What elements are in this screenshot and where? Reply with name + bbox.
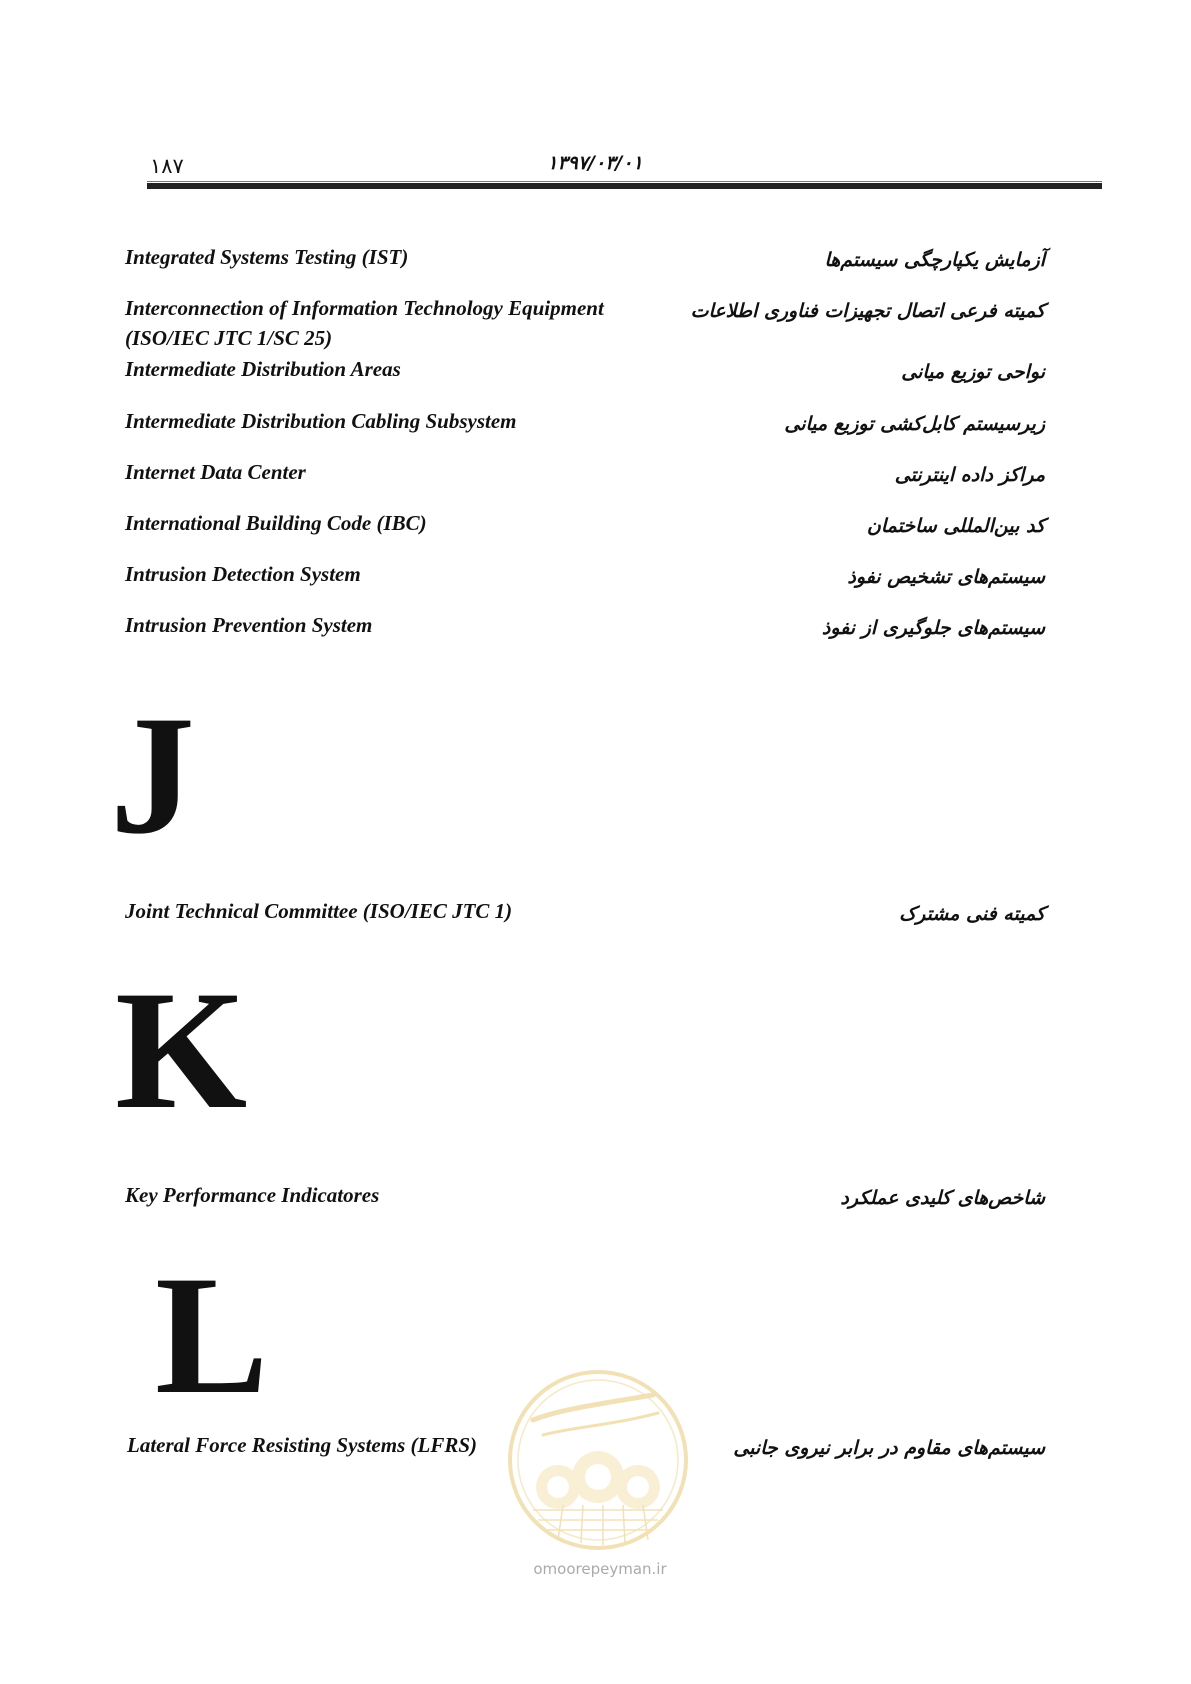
term-fa: شاخص‌های کلیدی عملکرد	[840, 1187, 1045, 1209]
term-fa: آزمایش یکپارچگی سیستم‌ها	[824, 249, 1045, 271]
term-fa: کمیته فنی مشترک	[899, 903, 1045, 925]
term-fa: کمیته فرعی اتصال تجهیزات فناوری اطلاعات	[690, 300, 1045, 322]
section-letter-k: K	[115, 956, 248, 1144]
term-fa: زیرسیستم کابل‌کشی توزیع میانی	[784, 413, 1045, 435]
term-fa: سیستم‌های جلوگیری از نفوذ	[821, 617, 1045, 639]
watermark-site: omoorepeyman.ir	[533, 1560, 667, 1578]
term-en: Key Performance Indicatores	[125, 1183, 380, 1207]
watermark-logo	[503, 1365, 693, 1555]
header-date: ۱۳۹۷/۰۳/۰۱	[547, 152, 643, 174]
term-en: Intrusion Detection System	[125, 562, 361, 586]
section-letter-j: J	[110, 681, 195, 869]
term-en: Internet Data Center	[125, 460, 306, 484]
term-en: Intermediate Distribution Areas	[125, 357, 401, 381]
term-en: Interconnection of Information Technology Equipment	[125, 296, 604, 320]
term-fa: سیستم‌های تشخیص نفوذ	[847, 566, 1045, 588]
term-fa: کد بین‌المللی ساختمان	[866, 515, 1045, 537]
term-en: Joint Technical Committee (ISO/IEC JTC 1)	[125, 899, 513, 923]
header-rule	[147, 183, 1102, 189]
term-en: Intermediate Distribution Cabling Subsystem	[125, 409, 517, 433]
term-en: Integrated Systems Testing (IST)	[125, 245, 409, 269]
term-fa: نواحی توزیع میانی	[901, 361, 1045, 383]
term-en: Lateral Force Resisting Systems (LFRS)	[127, 1433, 478, 1457]
term-en: Intrusion Prevention System	[125, 613, 373, 637]
term-en: International Building Code (IBC)	[125, 511, 427, 535]
term-en-continued: (ISO/IEC JTC 1/SC 25)	[125, 326, 333, 350]
section-letter-l: L	[155, 1241, 269, 1429]
term-fa: مراکز داده اینترنتی	[894, 464, 1045, 486]
header-rule-thin	[147, 181, 1102, 182]
term-fa: سیستم‌های مقاوم در برابر نیروی جانبی	[733, 1437, 1045, 1459]
page-number: ۱۸۷	[150, 154, 184, 178]
